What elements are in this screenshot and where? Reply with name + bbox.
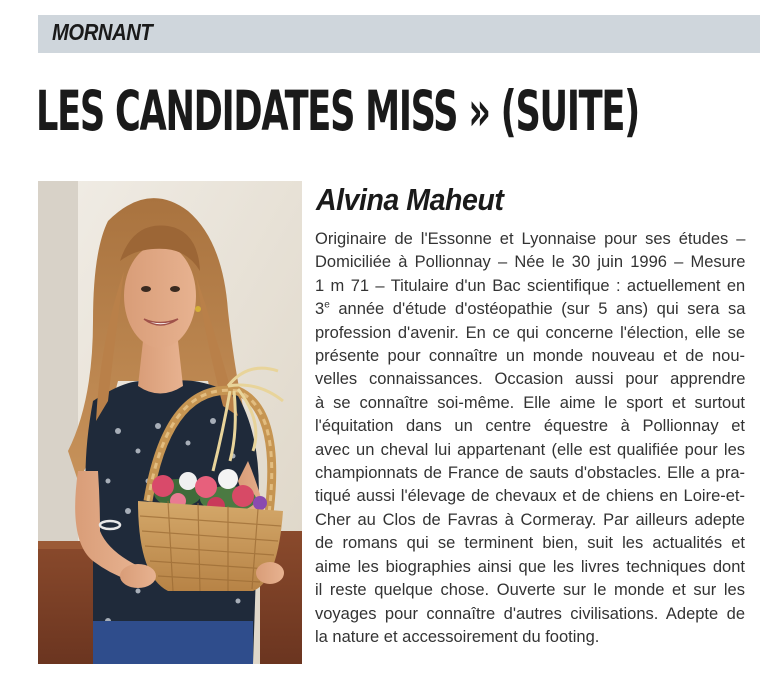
candidate-name: Alvina Maheut [316, 182, 504, 217]
article-line: aime les biographies ainsi que les livres techniques dont [315, 557, 745, 576]
headline [36, 78, 639, 144]
headline-main: LES CANDIDATES MISS » [36, 79, 490, 143]
article-line: championnats de France de sauts d'obstacles. Elle a pra- [315, 464, 745, 483]
article-line-with-ordinal [315, 298, 745, 321]
article-line: voyages pour connaître d'autres civilisations. Adepte de [315, 604, 745, 623]
article-line: à se connaître soi-même. Elle aime le sport et surtout [315, 393, 745, 412]
article-line: avec un cheval lui appartenant (elle est qualifiée pour les [315, 440, 745, 459]
section-label: MORNANT [52, 19, 153, 45]
article-line-rest: année d'étude d'ostéopathie (sur 5 ans) qui sera sa [338, 300, 746, 319]
article-line: 1 m 71 – Titulaire d'un Bac scientifique : actuellement en [315, 276, 746, 295]
article-line: tiqué aussi l'élevage de chevaux et de chiens en Loire-et- [315, 487, 745, 506]
article-line: Cher au Clos de Favras à Cormeray. Par ailleurs adepte [315, 510, 745, 529]
article-line: l'équitation dans un centre équestre à Pollionnay et [315, 417, 745, 436]
ordinal-number: 3 [315, 300, 325, 319]
headline-suite: (SUITE) [500, 79, 639, 143]
article-line: Originaire de l'Essonne et Lyonnaise pour ses études – [315, 230, 746, 248]
candidate-photo-illustration [38, 181, 302, 664]
article-line: il reste quelque chose. Ouverte sur le monde et sur les [315, 581, 745, 600]
candidate-photo [38, 181, 302, 664]
ordinal-suffix: e [324, 299, 330, 311]
article-line: présente pour connaître un monde nouveau et de nou- [315, 347, 745, 366]
article-line: profession d'avenir. En ce qui concerne l'élection, elle se [315, 323, 745, 342]
article-body [315, 228, 745, 649]
article-line: velles connaissances. Occasion aussi pour apprendre [315, 370, 746, 389]
article-line: de romans qui se terminent bien, suit les actualités et [315, 534, 745, 553]
article-line: Domiciliée à Pollionnay – Née le 30 juin 1996 – Mesure [315, 253, 746, 272]
article-line-last: la nature et accessoirement du footing. [315, 627, 600, 646]
